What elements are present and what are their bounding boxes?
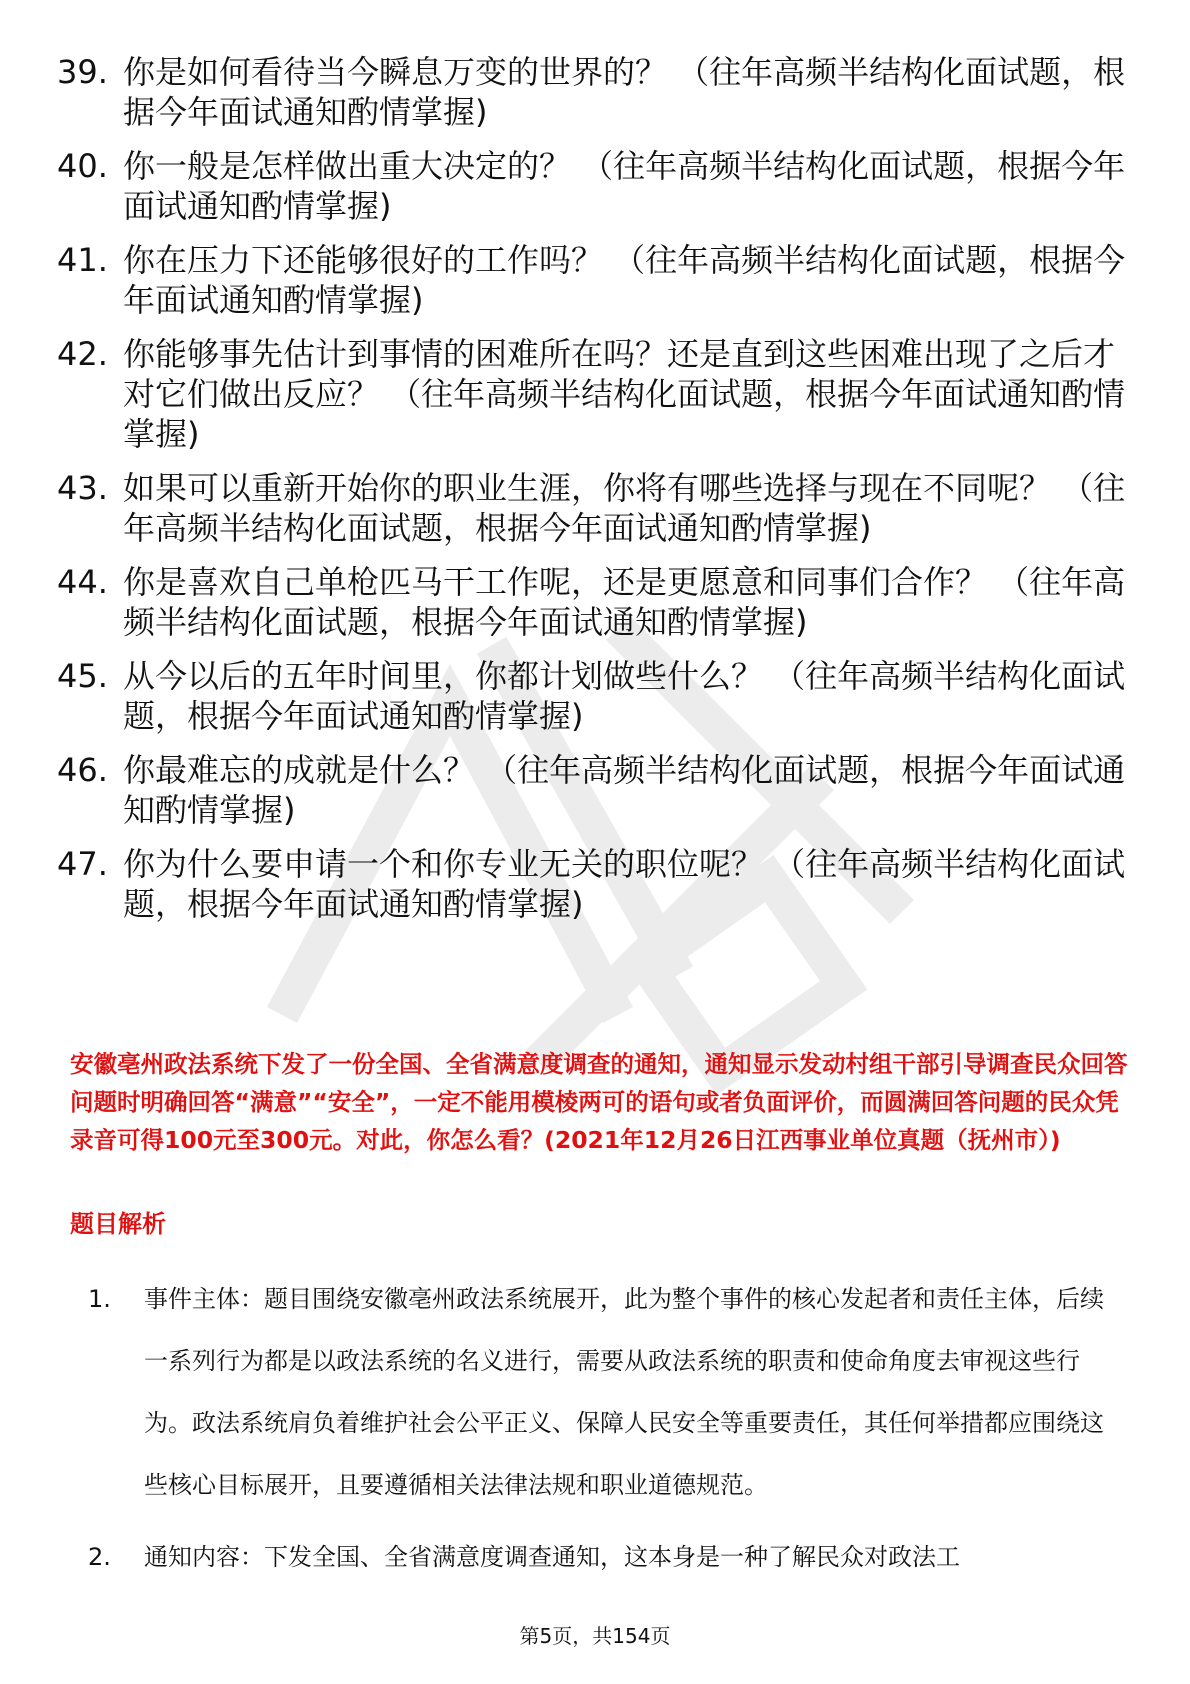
question-item	[57, 52, 1137, 132]
analysis-heading: 题目解析	[70, 1210, 166, 1238]
analysis-text: 通知内容：下发全国、全省满意度调查通知，这本身是一种了解民众对政法工	[144, 1543, 960, 1571]
analysis-item	[70, 1526, 1120, 1588]
question-text: 你为什么要申请一个和你专业无关的职位呢？ （往年高频半结构化面试题，根据今年面试通知酌情掌握)	[123, 845, 1126, 923]
question-number: 39.	[57, 53, 108, 91]
question-text: 你在压力下还能够很好的工作吗？ （往年高频半结构化面试题，根据今年面试通知酌情掌握)	[123, 241, 1126, 319]
question-text: 你是如何看待当今瞬息万变的世界的？ （往年高频半结构化面试题，根据今年面试通知酌情掌握)	[123, 53, 1126, 131]
question-number: 43.	[57, 469, 108, 507]
question-item	[57, 656, 1137, 736]
question-number: 44.	[57, 563, 108, 601]
question-text: 你一般是怎样做出重大决定的？ （往年高频半结构化面试题，根据今年面试通知酌情掌握)	[123, 147, 1126, 225]
question-item	[57, 146, 1137, 226]
question-number: 41.	[57, 241, 108, 279]
question-item	[57, 334, 1137, 454]
question-item	[57, 562, 1137, 642]
question-number: 40.	[57, 147, 108, 185]
question-item	[57, 240, 1137, 320]
topic-question: 安徽亳州政法系统下发了一份全国、全省满意度调查的通知，通知显示发动村组干部引导调查民众回答问题时明确回答“满意”“安全”，一定不能用模棱两可的语句或者负面评价，而圆满回答问题的民众凭录音可得100元至300元。对此，你怎么看？(2021年12月26日江西事业单位真题（抚州市）)	[70, 1050, 1128, 1154]
question-number: 46.	[57, 751, 108, 789]
question-number: 42.	[57, 335, 108, 373]
question-list	[57, 52, 1137, 938]
question-text: 如果可以重新开始你的职业生涯，你将有哪些选择与现在不同呢？ （往年高频半结构化面试题，根据今年面试通知酌情掌握)	[123, 469, 1126, 547]
analysis-number: 1.	[88, 1285, 111, 1313]
question-text: 你最难忘的成就是什么？ （往年高频半结构化面试题，根据今年面试通知酌情掌握)	[123, 751, 1126, 829]
question-number: 47.	[57, 845, 108, 883]
question-number: 45.	[57, 657, 108, 695]
analysis-list	[70, 1268, 1120, 1598]
question-item	[57, 468, 1137, 548]
question-text: 从今以后的五年时间里，你都计划做些什么？ （往年高频半结构化面试题，根据今年面试通知酌情掌握)	[123, 657, 1126, 735]
question-item	[57, 750, 1137, 830]
question-item	[57, 844, 1137, 924]
page-footer: 第5页，共154页	[519, 1624, 671, 1648]
analysis-number: 2.	[88, 1543, 111, 1571]
analysis-item	[70, 1268, 1120, 1516]
question-text: 你能够事先估计到事情的困难所在吗？还是直到这些困难出现了之后才对它们做出反应？ （往年高频半结构化面试题，根据今年面试通知酌情掌握)	[123, 335, 1126, 453]
question-text: 你是喜欢自己单枪匹马干工作呢，还是更愿意和同事们合作？ （往年高频半结构化面试题，根据今年面试通知酌情掌握)	[123, 563, 1126, 641]
analysis-text: 事件主体：题目围绕安徽亳州政法系统展开，此为整个事件的核心发起者和责任主体，后续一系列行为都是以政法系统的名义进行，需要从政法系统的职责和使命角度去审视这些行为。政法系统肩负着维护社会公平正义、保障人民安全等重要责任，其任何举措都应围绕这些核心目标展开，且要遵循相关法律法规和职业道德规范。	[144, 1285, 1104, 1499]
